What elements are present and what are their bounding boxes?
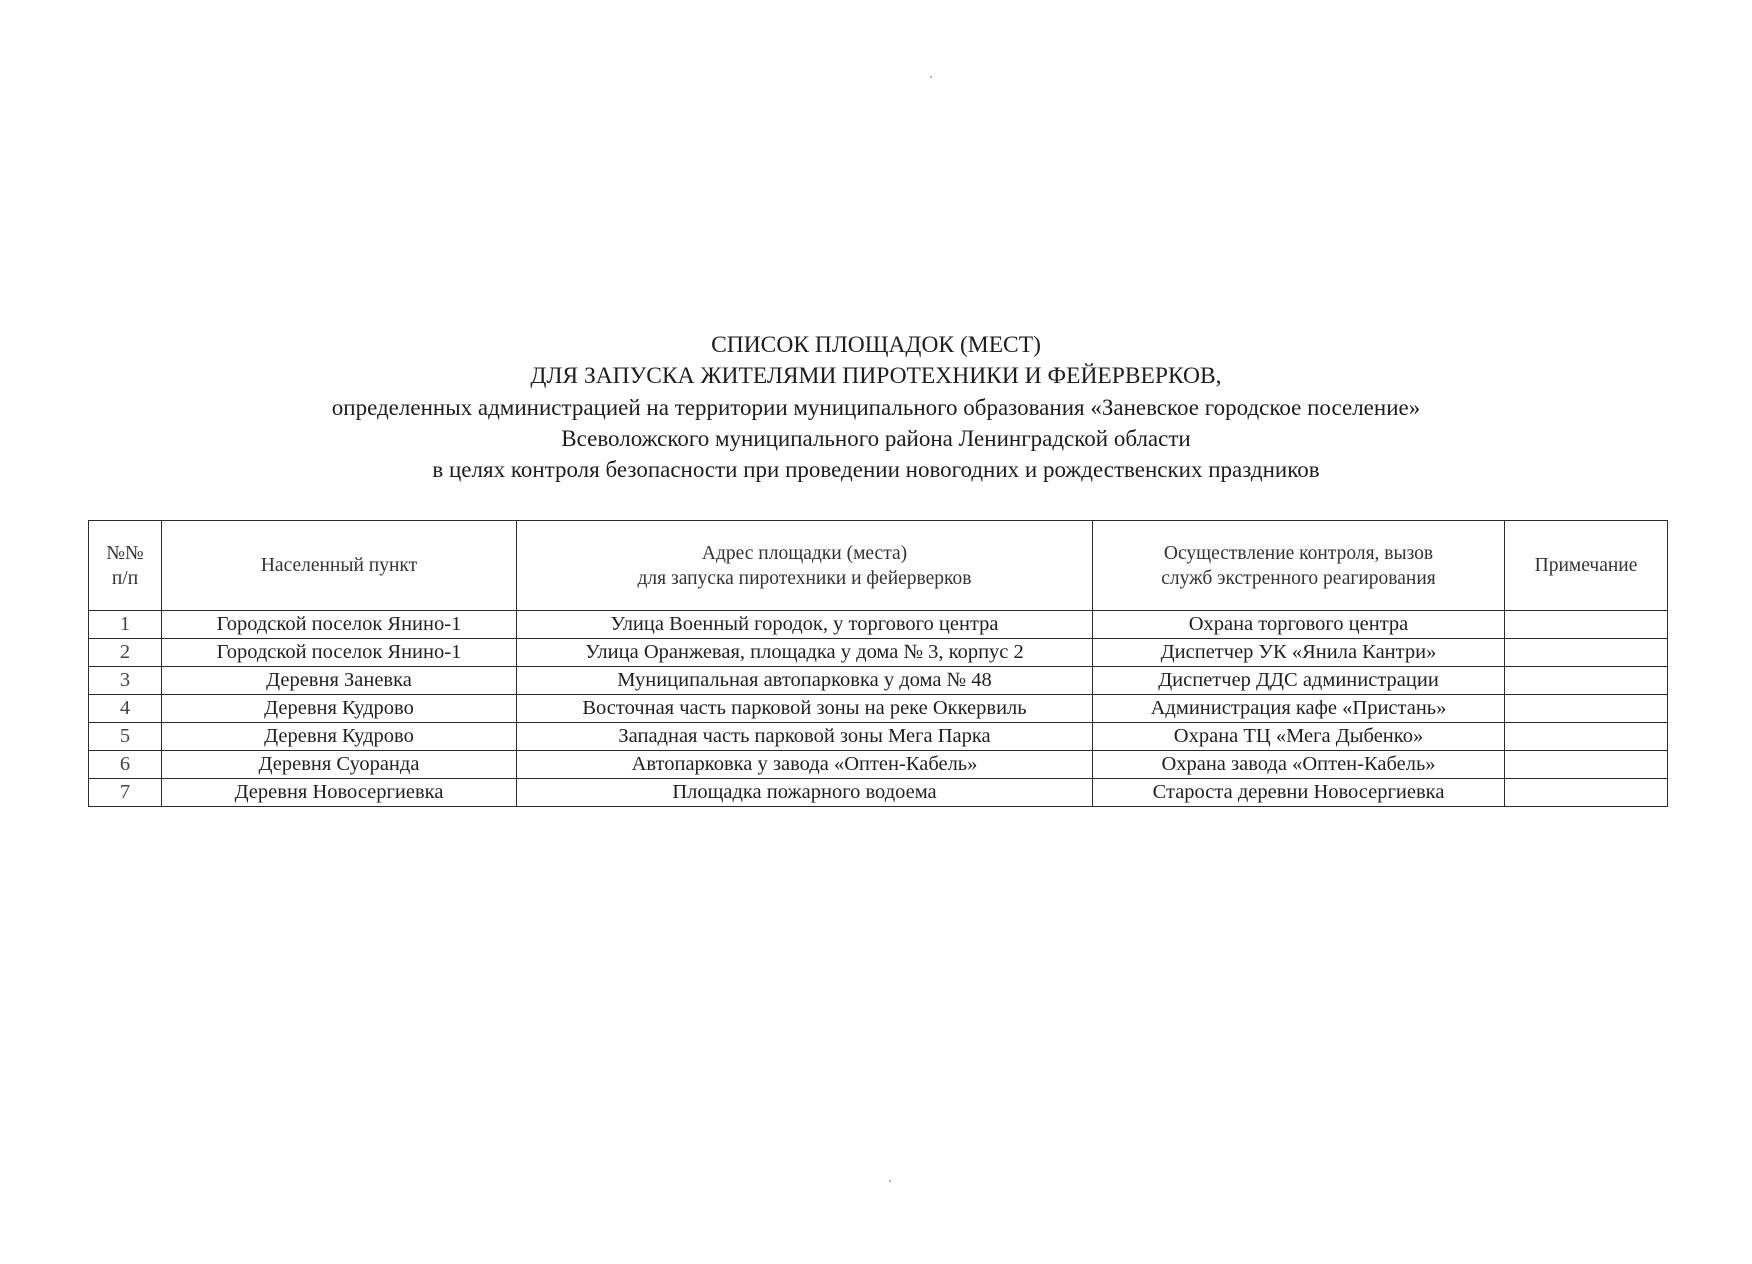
row-note bbox=[1505, 779, 1668, 807]
row-settlement: Деревня Кудрово bbox=[162, 723, 517, 751]
row-number: 4 bbox=[89, 695, 162, 723]
header-settlement bbox=[162, 521, 517, 611]
table-header-row bbox=[89, 521, 1668, 611]
row-address: Восточная часть парковой зоны на реке Оккервиль bbox=[517, 695, 1093, 723]
table-row bbox=[89, 667, 1668, 695]
row-settlement: Деревня Суоранда bbox=[162, 751, 517, 779]
table-row bbox=[89, 695, 1668, 723]
header-address bbox=[517, 521, 1093, 611]
header-control-line-2: служб экстренного реагирования bbox=[1161, 567, 1436, 589]
scan-speck bbox=[889, 1180, 891, 1182]
header-address-line-1: Адрес площадки (места) bbox=[701, 542, 908, 564]
row-control: Охрана торгового центра bbox=[1093, 611, 1505, 639]
table-row bbox=[89, 779, 1668, 807]
row-settlement: Деревня Новосергиевка bbox=[162, 779, 517, 807]
title-line-2: ДЛЯ ЗАПУСКА ЖИТЕЛЯМИ ПИРОТЕХНИКИ И ФЕЙЕРВЕРКОВ, bbox=[530, 363, 1222, 389]
table-row bbox=[89, 639, 1668, 667]
row-note bbox=[1505, 667, 1668, 695]
row-note bbox=[1505, 723, 1668, 751]
row-address: Улица Военный городок, у торгового центра bbox=[517, 611, 1093, 639]
row-number: 1 bbox=[89, 611, 162, 639]
title-line-1: СПИСОК ПЛОЩАДОК (МЕСТ) bbox=[711, 332, 1041, 358]
header-address-line-2: для запуска пиротехники и фейерверков bbox=[637, 567, 972, 589]
header-control bbox=[1093, 521, 1505, 611]
row-address: Автопарковка у завода «Оптен-Кабель» bbox=[517, 751, 1093, 779]
row-address: Улица Оранжевая, площадка у дома № 3, корпус 2 bbox=[517, 639, 1093, 667]
title-line-4: Всеволожского муниципального района Ленинградской области bbox=[561, 426, 1191, 451]
sites-table bbox=[88, 520, 1668, 807]
row-control: Диспетчер УК «Янила Кантри» bbox=[1093, 639, 1505, 667]
row-number: 5 bbox=[89, 723, 162, 751]
row-note bbox=[1505, 639, 1668, 667]
row-number: 2 bbox=[89, 639, 162, 667]
header-settlement-label: Населенный пункт bbox=[260, 555, 418, 576]
scan-speck bbox=[930, 76, 932, 78]
row-number: 6 bbox=[89, 751, 162, 779]
row-settlement: Деревня Кудрово bbox=[162, 695, 517, 723]
header-control-line-1: Осуществление контроля, вызов bbox=[1163, 542, 1434, 564]
header-number-line-2: п/п bbox=[111, 567, 139, 589]
row-settlement: Городской поселок Янино-1 bbox=[162, 611, 517, 639]
row-number: 7 bbox=[89, 779, 162, 807]
row-settlement: Деревня Заневка bbox=[162, 667, 517, 695]
title-line-5: в целях контроля безопасности при проведении новогодних и рождественских праздников bbox=[432, 457, 1320, 482]
title-line-3: определенных администрацией на территории муниципального образования «Заневское городское поселение» bbox=[331, 395, 1421, 420]
row-address: Площадка пожарного водоема bbox=[517, 779, 1093, 807]
row-number: 3 bbox=[89, 667, 162, 695]
row-note bbox=[1505, 695, 1668, 723]
header-note bbox=[1505, 521, 1668, 611]
row-settlement: Городской поселок Янино-1 bbox=[162, 639, 517, 667]
row-address: Западная часть парковой зоны Мега Парка bbox=[517, 723, 1093, 751]
row-control: Охрана ТЦ «Мега Дыбенко» bbox=[1093, 723, 1505, 751]
row-control: Администрация кафе «Пристань» bbox=[1093, 695, 1505, 723]
table-row bbox=[89, 751, 1668, 779]
header-note-label: Примечание bbox=[1534, 555, 1638, 576]
row-control: Диспетчер ДДС администрации bbox=[1093, 667, 1505, 695]
header-number bbox=[89, 521, 162, 611]
row-control: Староста деревни Новосергиевка bbox=[1093, 779, 1505, 807]
table-row bbox=[89, 611, 1668, 639]
row-note bbox=[1505, 751, 1668, 779]
header-number-line-1: №№ bbox=[106, 542, 144, 564]
row-note bbox=[1505, 611, 1668, 639]
row-control: Охрана завода «Оптен-Кабель» bbox=[1093, 751, 1505, 779]
row-address: Муниципальная автопарковка у дома № 48 bbox=[517, 667, 1093, 695]
document-title bbox=[0, 330, 1752, 485]
table-row bbox=[89, 723, 1668, 751]
